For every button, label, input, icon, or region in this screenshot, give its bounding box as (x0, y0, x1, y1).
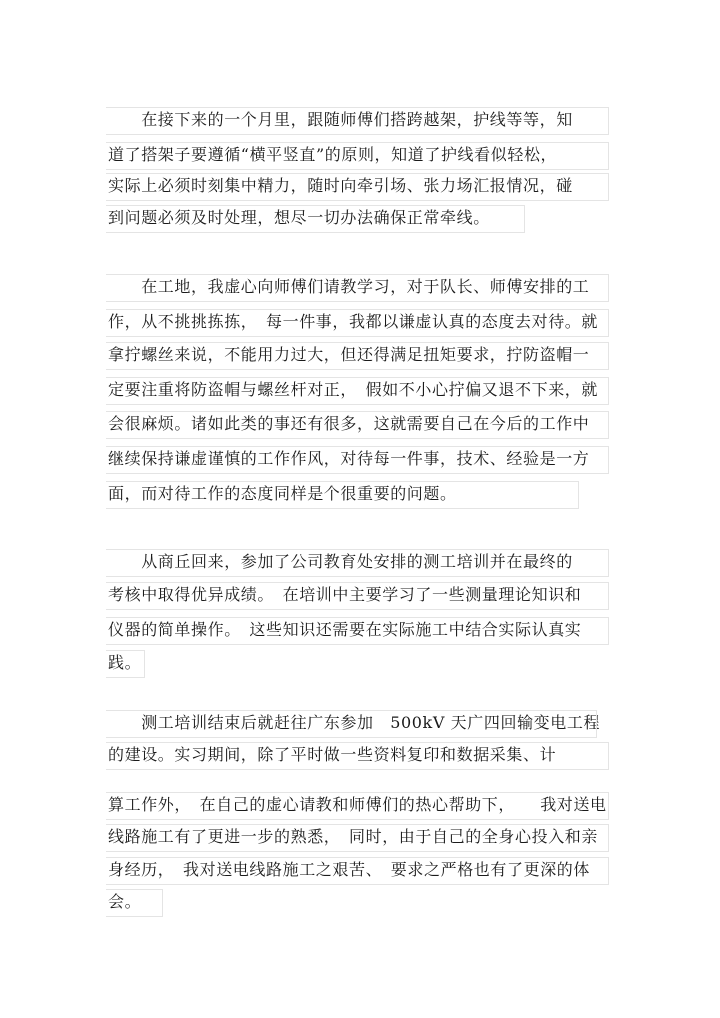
paragraph-1-line-1: 在接下来的一个月里，跟随师傅们搭跨越架，护线等等，知 (108, 105, 573, 135)
paragraph-1-line-2: 道了搭架子要遵循“横平竖直”的原则，知道了护线看似轻松， (108, 140, 557, 170)
paragraph-2-line-7: 面，而对待工作的态度同样是个很重要的问题。 (108, 479, 457, 509)
paragraph-5-line-4: 会。 (108, 887, 141, 917)
paragraph-3-line-4: 践。 (108, 648, 141, 678)
paragraph-5-line-3: 身经历， 我对送电线路施工之艰苦、 要求之严格也有了更深的体 (108, 855, 590, 885)
paragraph-2-line-3: 拿拧螺丝来说，不能用力过大，但还得满足扭矩要求，拧防盗帽一 (108, 340, 589, 370)
paragraph-5-line-2: 线路施工有了更进一步的熟悉， 同时，由于自己的全身心投入和亲 (108, 822, 598, 852)
paragraph-2-line-1: 在工地，我虚心向师傅们请教学习，对于队长、师傅安排的工 (108, 272, 589, 302)
paragraph-4-line-2: 的建设。实习期间，除了平时做一些资料复印和数据采集、计 (108, 740, 556, 770)
paragraph-3-line-2: 考核中取得优异成绩。 在培训中主要学习了一些测量理论知识和 (108, 580, 581, 610)
paragraph-2-line-6: 继续保持谦虚谨慎的工作作风，对待每一件事，技术、经验是一方 (108, 444, 589, 474)
paragraph-3-line-3: 仪器的简单操作。 这些知识还需要在实际施工中结合实际认真实 (108, 615, 581, 645)
paragraph-2-line-4: 定要注重将防盗帽与螺丝杆对正， 假如不小心拧偏又退不下来，就 (108, 375, 598, 405)
paragraph-4-line-1: 测工培训结束后就赶往广东参加 500kV 天广四回输变电工程 (108, 708, 600, 738)
paragraph-3-line-1: 从商丘回来，参加了公司教育处安排的测工培训并在最终的 (108, 547, 573, 577)
paragraph-5-line-1: 算工作外， 在自己的虚心请教和师傅们的热心帮助下， 我对送电 (108, 790, 607, 820)
paragraph-1-line-3: 实际上必须时刻集中精力，随时向牵引场、张力场汇报情况，碰 (108, 171, 573, 201)
paragraph-2-line-2: 作，从不挑挑拣拣， 每一件事，我都以谦虚认真的态度去对待。就 (108, 307, 598, 337)
paragraph-2-line-5: 会很麻烦。诸如此类的事还有很多，这就需要自己在今后的工作中 (108, 409, 589, 439)
paragraph-1-line-4: 到问题必须及时处理，想尽一切办法确保正常牵线。 (108, 203, 490, 233)
